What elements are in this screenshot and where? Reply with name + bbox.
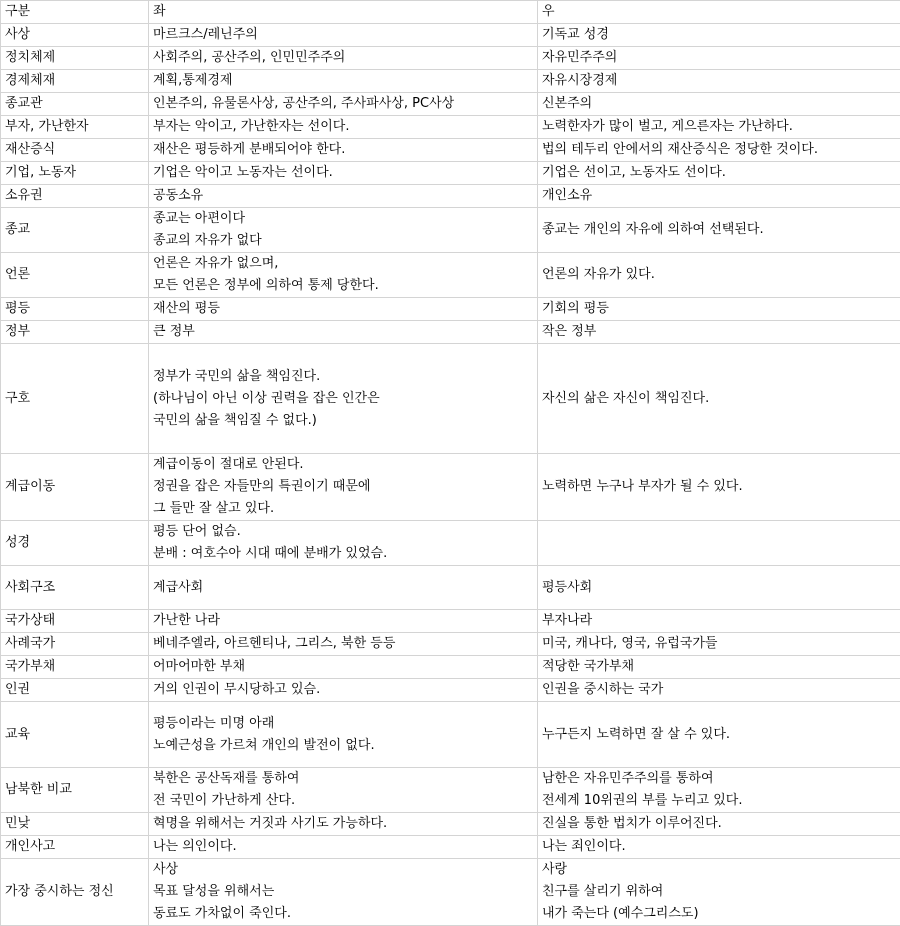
left-cell[interactable] <box>149 454 538 521</box>
left-cell-line: 사상 <box>153 859 533 881</box>
left-cell-line: 모든 언론은 정부에 의하여 통제 당한다. <box>153 275 533 297</box>
left-cell-line: 나는 의인이다. <box>153 836 533 858</box>
row-label-cell[interactable]: 종교 <box>1 208 149 253</box>
left-cell[interactable] <box>149 344 538 454</box>
right-cell[interactable] <box>538 521 900 566</box>
left-cell-line: 부자는 악이고, 가난한자는 선이다. <box>153 116 533 138</box>
table-row <box>1 610 900 633</box>
right-cell-line: 진실을 통한 법치가 이루어진다. <box>542 813 896 835</box>
left-cell-line: 큰 정부 <box>153 321 533 343</box>
right-cell-line: 자유시장경제 <box>542 70 896 92</box>
right-cell[interactable] <box>538 656 900 679</box>
left-cell[interactable] <box>149 656 538 679</box>
left-cell-line: 가난한 나라 <box>153 610 533 632</box>
left-cell-line: 어마어마한 부채 <box>153 656 533 678</box>
table-row <box>1 454 900 521</box>
left-cell-line: 정권을 잡은 자들만의 특권이기 때문에 <box>153 476 533 498</box>
right-cell-line: 전세계 10위권의 부를 누리고 있다. <box>542 790 896 812</box>
left-cell-line: 베네주엘라, 아르헨티나, 그리스, 북한 등등 <box>153 633 533 655</box>
right-cell[interactable] <box>538 679 900 702</box>
left-cell[interactable] <box>149 47 538 70</box>
right-cell-line: 노력하면 누구나 부자가 될 수 있다. <box>542 476 896 498</box>
left-cell-line: 계획,통제경제 <box>153 70 533 92</box>
left-cell[interactable] <box>149 610 538 633</box>
row-label-cell[interactable]: 성경 <box>1 521 149 566</box>
left-cell[interactable] <box>149 702 538 768</box>
left-cell[interactable] <box>149 836 538 859</box>
row-label-cell[interactable]: 교육 <box>1 702 149 768</box>
row-label-cell[interactable]: 국가부채 <box>1 656 149 679</box>
row-label-cell[interactable]: 개인사고 <box>1 836 149 859</box>
right-cell-line: 언론의 자유가 있다. <box>542 264 896 286</box>
table-row <box>1 253 900 298</box>
table-row <box>1 521 900 566</box>
left-cell-line: 종교는 아편이다 <box>153 208 533 230</box>
left-cell[interactable] <box>149 70 538 93</box>
left-cell-line: 북한은 공산독재를 통하여 <box>153 768 533 790</box>
row-label-cell[interactable]: 사회구조 <box>1 566 149 610</box>
right-cell-line: 인권을 중시하는 국가 <box>542 679 896 701</box>
left-cell[interactable] <box>149 859 538 926</box>
left-cell[interactable] <box>149 208 538 253</box>
right-cell[interactable] <box>538 208 900 253</box>
left-cell[interactable] <box>149 116 538 139</box>
left-cell[interactable] <box>149 813 538 836</box>
right-cell-line: 작은 정부 <box>542 321 896 343</box>
right-cell[interactable] <box>538 813 900 836</box>
right-cell-line: 기독교 성경 <box>542 24 896 46</box>
right-cell[interactable] <box>538 93 900 116</box>
table-row <box>1 656 900 679</box>
left-cell-line: 혁명을 위해서는 거짓과 사기도 가능하다. <box>153 813 533 835</box>
row-label-cell[interactable]: 계급이동 <box>1 454 149 521</box>
right-cell-line: 종교는 개인의 자유에 의하여 선택된다. <box>542 219 896 241</box>
table-row <box>1 859 900 926</box>
row-label-cell[interactable]: 국가상태 <box>1 610 149 633</box>
right-cell-line: 누구든지 노력하면 잘 살 수 있다. <box>542 724 896 746</box>
table-row <box>1 633 900 656</box>
right-cell-line: 부자나라 <box>542 610 896 632</box>
right-cell-line: 내가 죽는다 (예수그리스도) <box>542 903 896 925</box>
right-cell-line: 남한은 자유민주주의를 통하여 <box>542 768 896 790</box>
row-label-cell[interactable]: 경제체재 <box>1 70 149 93</box>
header-row <box>1 1 900 24</box>
right-cell-line: 적당한 국가부채 <box>542 656 896 678</box>
left-cell[interactable] <box>149 24 538 47</box>
left-cell-line: 재산의 평등 <box>153 298 533 320</box>
left-cell-line: 언론은 자유가 없으며, <box>153 253 533 275</box>
right-cell-line: 친구를 살리기 위하여 <box>542 881 896 903</box>
table-row <box>1 93 900 116</box>
table-row <box>1 162 900 185</box>
right-cell-line: 자유민주주의 <box>542 47 896 69</box>
left-cell-line: 목표 달성을 위해서는 <box>153 881 533 903</box>
left-cell[interactable] <box>149 253 538 298</box>
table-row <box>1 702 900 768</box>
right-cell[interactable] <box>538 633 900 656</box>
right-cell[interactable] <box>538 859 900 926</box>
right-cell[interactable] <box>538 610 900 633</box>
sheet-body <box>1 1 900 926</box>
left-cell[interactable] <box>149 633 538 656</box>
row-label-cell[interactable]: 부자, 가난한자 <box>1 116 149 139</box>
right-cell-line: 법의 테두리 안에서의 재산증식은 정당한 것이다. <box>542 139 896 161</box>
left-cell[interactable] <box>149 768 538 813</box>
right-cell[interactable] <box>538 836 900 859</box>
right-cell-line: 신본주의 <box>542 93 896 115</box>
left-cell-line: 국민의 삶을 책임질 수 없다.) <box>153 410 533 432</box>
table-row <box>1 116 900 139</box>
table-row <box>1 768 900 813</box>
row-label-cell[interactable]: 평등 <box>1 298 149 321</box>
left-cell-line: 분배 : 여호수아 시대 때에 분배가 있었슴. <box>153 543 533 565</box>
table-row <box>1 298 900 321</box>
left-cell[interactable] <box>149 93 538 116</box>
row-label-cell[interactable]: 기업, 노동자 <box>1 162 149 185</box>
left-cell-line: 그 들만 잘 살고 있다. <box>153 498 533 520</box>
left-cell[interactable] <box>149 521 538 566</box>
right-cell-line: 개인소유 <box>542 185 896 207</box>
left-cell-line: 공동소유 <box>153 185 533 207</box>
table-row <box>1 813 900 836</box>
row-label-cell[interactable]: 구호 <box>1 344 149 454</box>
row-label-cell[interactable]: 가장 중시하는 정신 <box>1 859 149 926</box>
left-cell-line: (하나님이 아닌 이상 권력을 잡은 인간은 <box>153 388 533 410</box>
right-cell[interactable] <box>538 162 900 185</box>
right-cell[interactable] <box>538 566 900 610</box>
left-cell[interactable] <box>149 321 538 344</box>
right-cell-line: 기회의 평등 <box>542 298 896 320</box>
left-cell-line: 마르크스/레닌주의 <box>153 24 533 46</box>
left-cell-line: 사회주의, 공산주의, 인민민주주의 <box>153 47 533 69</box>
left-cell-line: 평등이라는 미명 아래 <box>153 713 533 735</box>
row-label-cell[interactable]: 사례국가 <box>1 633 149 656</box>
right-cell-line: 노력한자가 많이 벌고, 게으른자는 가난하다. <box>542 116 896 138</box>
left-cell-line: 동료도 가차없이 죽인다. <box>153 903 533 925</box>
row-label-cell[interactable]: 정치체제 <box>1 47 149 70</box>
left-cell[interactable] <box>149 679 538 702</box>
row-label-cell[interactable]: 사상 <box>1 24 149 47</box>
row-label-cell[interactable]: 인권 <box>1 679 149 702</box>
right-cell-line: 자신의 삶은 자신이 책임진다. <box>542 388 896 410</box>
left-cell-line: 평등 단어 없슴. <box>153 521 533 543</box>
right-cell[interactable] <box>538 24 900 47</box>
row-label-cell[interactable]: 언론 <box>1 253 149 298</box>
right-cell[interactable] <box>538 298 900 321</box>
right-cell[interactable] <box>538 454 900 521</box>
row-label-cell[interactable]: 민낮 <box>1 813 149 836</box>
left-cell-line: 종교의 자유가 없다 <box>153 230 533 252</box>
right-cell-line: 기업은 선이고, 노동자도 선이다. <box>542 162 896 184</box>
left-cell-line: 전 국민이 가난하게 산다. <box>153 790 533 812</box>
row-label-cell[interactable]: 재산증식 <box>1 139 149 162</box>
table-row <box>1 208 900 253</box>
row-label-cell[interactable]: 정부 <box>1 321 149 344</box>
right-cell[interactable] <box>538 185 900 208</box>
left-cell[interactable] <box>149 566 538 610</box>
table-row <box>1 47 900 70</box>
table-row <box>1 566 900 610</box>
left-cell-line: 거의 인권이 무시당하고 있슴. <box>153 679 533 701</box>
row-label-cell[interactable]: 소유권 <box>1 185 149 208</box>
right-cell[interactable] <box>538 253 900 298</box>
right-cell[interactable] <box>538 321 900 344</box>
left-cell-line: 계급이동이 절대로 안된다. <box>153 454 533 476</box>
row-label-cell[interactable]: 남북한 비교 <box>1 768 149 813</box>
table-row <box>1 321 900 344</box>
table-row <box>1 70 900 93</box>
table-row <box>1 679 900 702</box>
right-cell-line: 사랑 <box>542 859 896 881</box>
left-cell-line: 정부가 국민의 삶을 책임진다. <box>153 366 533 388</box>
right-cell[interactable] <box>538 702 900 768</box>
left-cell[interactable] <box>149 162 538 185</box>
table-row <box>1 139 900 162</box>
right-cell-line: 평등사회 <box>542 577 896 599</box>
table-row <box>1 344 900 454</box>
header-cell-right[interactable]: 우 <box>538 1 900 24</box>
right-cell[interactable] <box>538 70 900 93</box>
header-cell-left[interactable]: 좌 <box>149 1 538 24</box>
table-row <box>1 185 900 208</box>
left-cell-line: 인본주의, 유물론사상, 공산주의, 주사파사상, PC사상 <box>153 93 533 115</box>
right-cell[interactable] <box>538 139 900 162</box>
table-row <box>1 24 900 47</box>
left-cell[interactable] <box>149 185 538 208</box>
row-label-cell[interactable]: 종교관 <box>1 93 149 116</box>
left-cell[interactable] <box>149 298 538 321</box>
left-cell-line: 노예근성을 가르쳐 개인의 발전이 없다. <box>153 735 533 757</box>
left-cell-line: 재산은 평등하게 분배되어야 한다. <box>153 139 533 161</box>
left-cell-line: 계급사회 <box>153 577 533 599</box>
right-cell-line: 미국, 캐나다, 영국, 유럽국가들 <box>542 633 896 655</box>
right-cell[interactable] <box>538 768 900 813</box>
right-cell-line: 나는 죄인이다. <box>542 836 896 858</box>
right-cell[interactable] <box>538 116 900 139</box>
right-cell[interactable] <box>538 344 900 454</box>
header-cell-category[interactable]: 구분 <box>1 1 149 24</box>
left-cell-line: 기업은 악이고 노동자는 선이다. <box>153 162 533 184</box>
left-cell[interactable] <box>149 139 538 162</box>
right-cell[interactable] <box>538 47 900 70</box>
table-row <box>1 836 900 859</box>
